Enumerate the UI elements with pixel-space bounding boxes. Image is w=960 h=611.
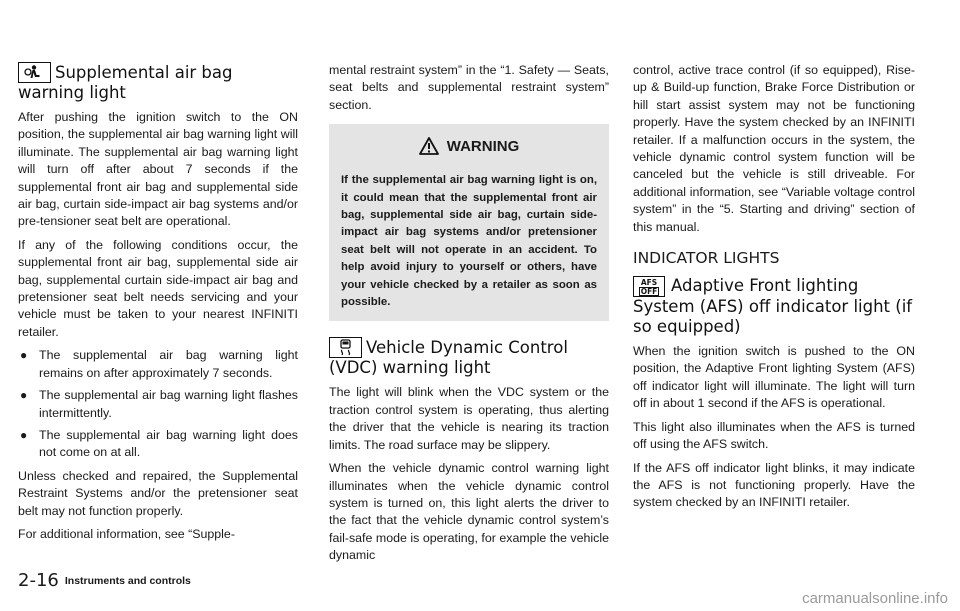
airbag-para-2: If any of the following conditions occur, the supplemental front air bag, supplemental side air bag, supplemental curtain side-impact air bag and pretensioner seat belt needs servicing and your vehicle must be taken to your nearest INFINITI retailer. [18,237,298,339]
page-footer [18,570,191,591]
column-3 [633,62,915,518]
vdc-para-1: The light will blink when the VDC system or the traction control system is operating, thus alerting the driver that the vehicle is nearing its traction limits. The road surface may be slippery. [329,385,609,452]
afs-off-icon: AFS OFF [633,276,665,297]
column-2 [329,62,609,571]
airbag-conditions-list [18,347,298,461]
bullet-icon: ● [20,388,28,403]
list-item: ● The supplemental air bag warning light remains on after approximately 7 seconds. [20,348,298,380]
vdc-continued-para: control, active trace control (if so equipped), Rise-up & Build-up function, Brake Force Distribution or hill start assist system may not be functioning properly. Have the system checked by an INFINITI retailer. If a malfunction occurs in the system, the vehicle dynamic control system function will be canceled but the vehicle is still driveable. For additional information, see “Variable voltage control system” in the “5. Starting and driving” section of this manual. [633,63,915,234]
airbag-heading [18,62,298,103]
warning-text: If the supplemental air bag warning light is on, it could mean that the supplemental front air bag, supplemental side air bag, curtain side-impact air bag systems and/or pretensioner seat belt will not operate in an accident. To help avoid injury to yourself or others, have your vehicle checked by a retailer as soon as possible. [341,174,597,309]
afs-para-1: When the ignition switch is pushed to the ON position, the Adaptive Front lighting System (AFS) off indicator light will illuminate. The light will turn off in about 1 second if the AFS is operational. [633,344,915,411]
column-1 [18,62,298,549]
list-item: ● The supplemental air bag warning light flashes intermittently. [20,388,298,420]
airbag-heading-text: Supplemental air bag warning light [18,63,233,102]
airbag-para-4: For additional information, see “Supple- [18,526,235,541]
afs-para-2: This light also illuminates when the AFS is turned off using the AFS switch. [633,419,915,452]
indicator-lights-title: INDICATOR LIGHTS [633,249,780,268]
restraint-continued-para: mental restraint system” in the “1. Safety — Seats, seat belts and supplemental restraint system” section. [329,63,609,112]
page-number: 2-16 [18,570,59,591]
section-name: Instruments and controls [64,575,191,587]
afs-para-3: If the AFS off indicator light blinks, it may indicate the AFS is not functioning properly. Have the system checked by an INFINITI retailer. [633,460,915,510]
warning-box [329,124,609,321]
watermark: carmanualsonline.info [802,590,948,607]
list-item: ● The supplemental air bag warning light does not come on at all. [20,427,298,460]
airbag-para-1: After pushing the ignition switch to the ON position, the supplemental air bag warning light will illuminate. The supplemental air bag warning light will turn off after about 7 seconds if the supplemental front air bag and supplemental side air bag, curtain side-impact air bag systems and/or pre-tensioner seat belt are operational. [18,110,298,229]
vdc-skid-icon [329,337,362,358]
vdc-heading [329,337,609,378]
vdc-heading-text: Vehicle Dynamic Control (VDC) warning light [329,338,568,378]
bullet-icon: ● [20,427,28,442]
bullet-icon: ● [20,348,28,363]
afs-heading-text: Adaptive Front lighting System (AFS) off indicator light (if so equipped) [633,276,913,337]
warning-title: WARNING [341,136,597,158]
airbag-para-3: Unless checked and repaired, the Supplemental Restraint Systems and/or the pretensioner seat belt may not function properly. [18,468,298,518]
afs-heading [633,276,915,337]
warning-triangle-icon [419,137,439,155]
airbag-warning-icon [18,62,51,83]
vdc-para-2: When the vehicle dynamic control warning light illuminates when the vehicle dynamic control system is turned on, this light alerts the driver to the fact that the vehicle dynamic control system’s fail-safe mode is operating, for example the vehicle dynamic [329,461,609,563]
